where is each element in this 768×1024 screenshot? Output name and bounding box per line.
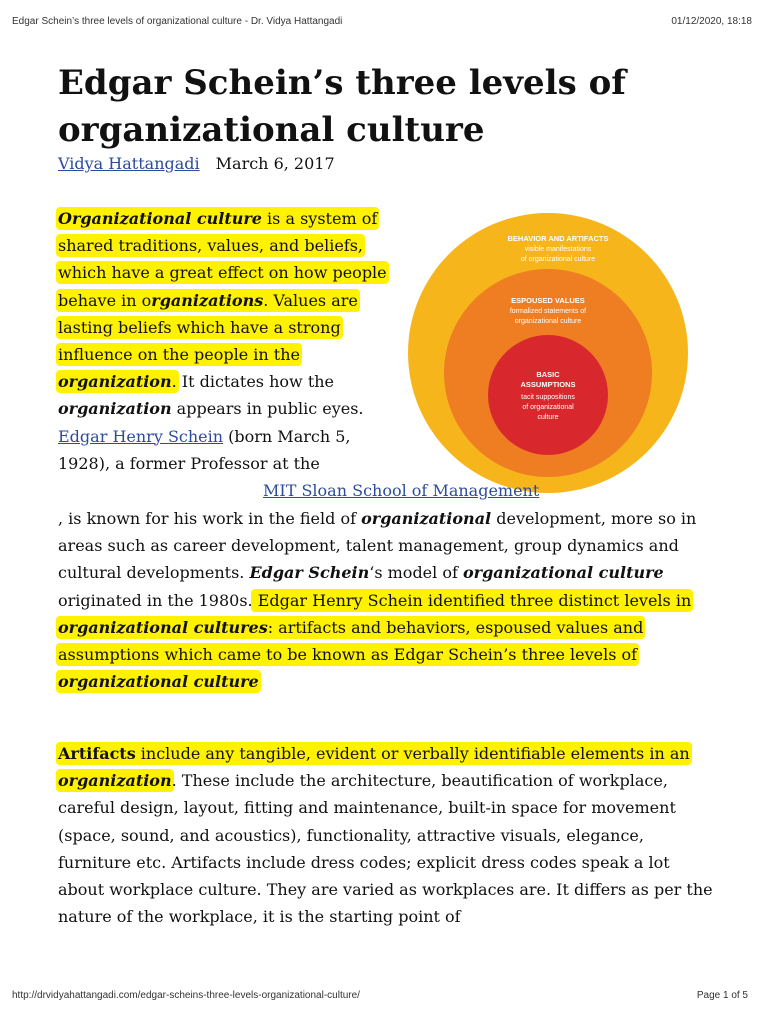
- highlight-artifacts: Artifacts include any tangible, evident or verbally identifiable elements in an organization: [58, 744, 690, 791]
- intro-paragraph-continued: [58, 477, 718, 504]
- term-artifacts: Artifacts: [58, 744, 136, 763]
- intro-paragraph-column: Organizational culture is a system of shared traditions, values, and beliefs, which have a great effect on how people behave in organizations. Values are lasting beliefs which have a strong influence on the people in the organization. It dictates how the organization appears in public eyes. Edgar Henry Schein (born March 5, 1928), a former Professor at the: [58, 209, 387, 473]
- intro-paragraph-body: , is known for his work in the field of organizational development, more so in areas such as career development, talent management, group dynamics and cultural developments. Edgar Schein‘s model of organizational culture originated in the 1980s. Edgar Henry Schein identified three distinct levels in organizational cultures: artifacts and behaviors, espoused values and assumptions which came to be known as Edgar Schein’s three levels of organizational culture: [58, 509, 697, 692]
- outer-line-1: visible manifestations: [524, 246, 592, 253]
- publish-date: March 6, 2017: [215, 154, 335, 173]
- middle-title: ESPOUSED VALUES: [511, 296, 585, 305]
- print-footer-url: http://drvidyahattangadi.com/edgar-scheins-three-levels-organizational-culture/: [12, 990, 360, 1001]
- highlight-three-levels: Edgar Henry Schein identified three distinct levels in organizational cultures: artifacts and behaviors, espoused values and assumptions which came to be known as Edgar Schein’s three levels of organizational culture: [58, 590, 692, 692]
- article-title: Edgar Schein’s three levels of organizational culture: [58, 63, 626, 150]
- inner-title-2: ASSUMPTIONS: [520, 380, 576, 389]
- outer-title: BEHAVIOR AND ARTIFACTS: [507, 234, 609, 243]
- artifacts-paragraph: Artifacts include any tangible, evident or verbally identifiable elements in an organization. These include the architecture, beautification of workplace, careful design, layout, fitting and maintenance, built-in space for movement (space, sound, and acoustics), functionality, attractive visuals, elegance, furniture etc. Artifacts include dress codes; explicit dress codes speak a lot about workplace culture. They are varied as workplaces are. It differs as per the nature of the workplace, it is the starting point of: [58, 744, 713, 927]
- middle-line-1: formalized statements of: [509, 308, 587, 315]
- inner-line-1: tacit suppositions: [521, 394, 575, 401]
- outer-line-2: of organizational culture: [520, 256, 596, 263]
- print-footer-page: Page 1 of 5: [696, 990, 748, 1001]
- middle-line-2: organizational culture: [514, 318, 582, 325]
- edgar-schein-link[interactable]: Edgar Henry Schein: [58, 426, 224, 446]
- inner-line-3: culture: [537, 414, 559, 421]
- print-header-title: Edgar Schein’s three levels of organizational culture - Dr. Vidya Hattangadi: [12, 16, 343, 27]
- inner-title-1: BASIC: [536, 370, 560, 379]
- author-link[interactable]: Vidya Hattangadi: [58, 154, 200, 173]
- print-header-datetime: 01/12/2020, 18:18: [671, 16, 752, 27]
- term-organizational-culture: Organizational culture: [58, 209, 262, 228]
- byline: [58, 152, 335, 176]
- mit-sloan-link[interactable]: MIT Sloan School of Management: [263, 481, 540, 500]
- inner-line-2: of organizational: [522, 404, 574, 411]
- highlight-definition: Organizational culture is a system of shared traditions, values, and beliefs, which have a great effect on how people behave in organizations. Values are lasting beliefs which have a strong influence on the people in the organization.: [58, 209, 387, 392]
- culture-levels-diagram: [406, 211, 690, 495]
